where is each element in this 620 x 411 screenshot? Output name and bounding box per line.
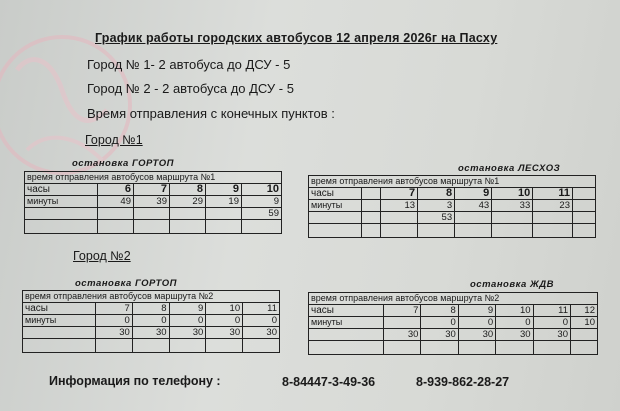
empty-cell [533,224,573,238]
empty-cell [132,339,169,353]
empty-cell [458,341,495,355]
phone-info-label: Информация по телефону : [49,374,221,388]
hour-cell: 7 [96,303,133,315]
minutes-label: минуты [23,315,96,327]
extra-cell [362,212,381,224]
minute-cell: 23 [533,200,573,212]
hour-cell [573,188,596,200]
extra-cell [206,208,242,220]
hour-cell: 8 [421,305,458,317]
empty-cell [573,224,596,238]
minute-cell: 0 [132,315,169,327]
minute-cell: 13 [381,200,418,212]
empty-cell [243,339,280,353]
hour-cell: 10 [206,303,243,315]
hour-cell [362,188,381,200]
extra-cell: 30 [421,329,458,341]
extra-cell: 53 [418,212,455,224]
hour-cell: 12 [571,305,598,317]
empty-cell [98,220,134,234]
empty-cell [384,341,421,355]
hour-cell: 7 [384,305,421,317]
hour-cell: 7 [134,184,170,196]
minute-cell: 29 [170,196,206,208]
empty-cell [533,341,570,355]
minute-cell: 0 [421,317,458,329]
empty-cell [96,339,133,353]
empty-cell [206,339,243,353]
route2-info: Город № 2 - 2 автобуса до ДСУ - 5 [87,81,294,96]
minute-cell: 10 [571,317,598,329]
minute-cell: 49 [98,196,134,208]
extra-cell [573,212,596,224]
minute-cell: 0 [458,317,495,329]
minute-cell: 0 [243,315,280,327]
extra-cell [25,208,98,220]
hour-cell: 11 [533,305,570,317]
empty-cell [206,220,242,234]
hour-cell: 6 [98,184,134,196]
extra-cell: 30 [96,327,133,339]
schedule-table-gortop-route2 [22,290,280,353]
hour-cell: 9 [455,188,492,200]
stop-label-gortop-1: остановка ГОРТОП [72,158,174,169]
extra-cell: 30 [132,327,169,339]
minute-cell: 43 [455,200,492,212]
minute-cell: 3 [418,200,455,212]
hours-label: часы [309,305,384,317]
extra-cell [533,212,573,224]
extra-cell: 30 [384,329,421,341]
table-header: время отправления автобусов маршрута №1 [25,172,282,184]
extra-cell: 30 [206,327,243,339]
schedule-table-leskhoz-route1 [308,175,596,238]
hours-label: часы [23,303,96,315]
hour-cell: 8 [170,184,206,196]
empty-cell [23,339,96,353]
extra-cell [170,208,206,220]
minutes-label: минуты [309,317,384,329]
extra-cell: 30 [458,329,495,341]
hour-cell: 11 [533,188,573,200]
phone-number-1: 8-84447-3-49-36 [282,375,376,389]
table-header: время отправления автобусов маршрута №2 [309,293,598,305]
extra-cell: 30 [243,327,280,339]
hours-label: часы [25,184,98,196]
minute-cell: 0 [533,317,570,329]
hour-cell: 10 [242,184,282,196]
minute-cell [384,317,421,329]
extra-cell [381,212,418,224]
extra-cell [455,212,492,224]
minutes-label: минуты [25,196,98,208]
minute-cell: 33 [492,200,533,212]
hour-cell: 10 [492,188,533,200]
extra-cell: 30 [496,329,533,341]
empty-cell [309,341,384,355]
city2-heading: Город №2 [73,249,131,263]
extra-cell [134,208,170,220]
minute-cell: 39 [134,196,170,208]
extra-cell: 30 [169,327,206,339]
phone-number-2: 8-939-862-28-27 [416,375,510,389]
page-title: График работы городских автобусов 12 апреля 2026г на Пасху [95,31,498,45]
extra-cell [571,329,598,341]
extra-cell: 59 [242,208,282,220]
schedule-table-gortop-route1 [24,171,282,234]
stop-label-gortop-2: остановка ГОРТОП [75,278,177,289]
empty-cell [571,341,598,355]
stop-label-leskhoz: остановка ЛЕСХОЗ [458,163,561,174]
hour-cell: 7 [381,188,418,200]
minute-cell [573,200,596,212]
empty-cell [242,220,282,234]
empty-cell [496,341,533,355]
hour-cell: 11 [243,303,280,315]
hours-label: часы [309,188,362,200]
extra-cell: 30 [533,329,570,341]
schedule-table-zhdv-route2 [308,292,598,355]
empty-cell [309,224,362,238]
hour-cell: 8 [418,188,455,200]
city1-heading: Город №1 [85,133,143,147]
minute-cell [362,200,381,212]
empty-cell [381,224,418,238]
minute-cell: 0 [96,315,133,327]
minute-cell: 0 [496,317,533,329]
table-header: время отправления автобусов маршрута №1 [309,176,596,188]
empty-cell [169,339,206,353]
extra-cell [309,212,362,224]
empty-cell [421,341,458,355]
hour-cell: 10 [496,305,533,317]
empty-cell [492,224,533,238]
hour-cell: 9 [458,305,495,317]
minute-cell: 9 [242,196,282,208]
stop-label-zhdv: остановка ЖДВ [470,279,554,290]
table-header: время отправления автобусов маршрута №2 [23,291,280,303]
empty-cell [455,224,492,238]
empty-cell [362,224,381,238]
hour-cell: 8 [132,303,169,315]
extra-cell [98,208,134,220]
route1-info: Город № 1- 2 автобуса до ДСУ - 5 [87,57,291,72]
empty-cell [25,220,98,234]
hour-cell: 9 [206,184,242,196]
hour-cell: 9 [169,303,206,315]
minute-cell: 19 [206,196,242,208]
minutes-label: минуты [309,200,362,212]
extra-cell [309,329,384,341]
departure-heading: Время отправления с конечных пунктов : [87,106,335,121]
empty-cell [134,220,170,234]
empty-cell [418,224,455,238]
minute-cell: 0 [169,315,206,327]
empty-cell [170,220,206,234]
extra-cell [23,327,96,339]
minute-cell: 0 [206,315,243,327]
extra-cell [492,212,533,224]
